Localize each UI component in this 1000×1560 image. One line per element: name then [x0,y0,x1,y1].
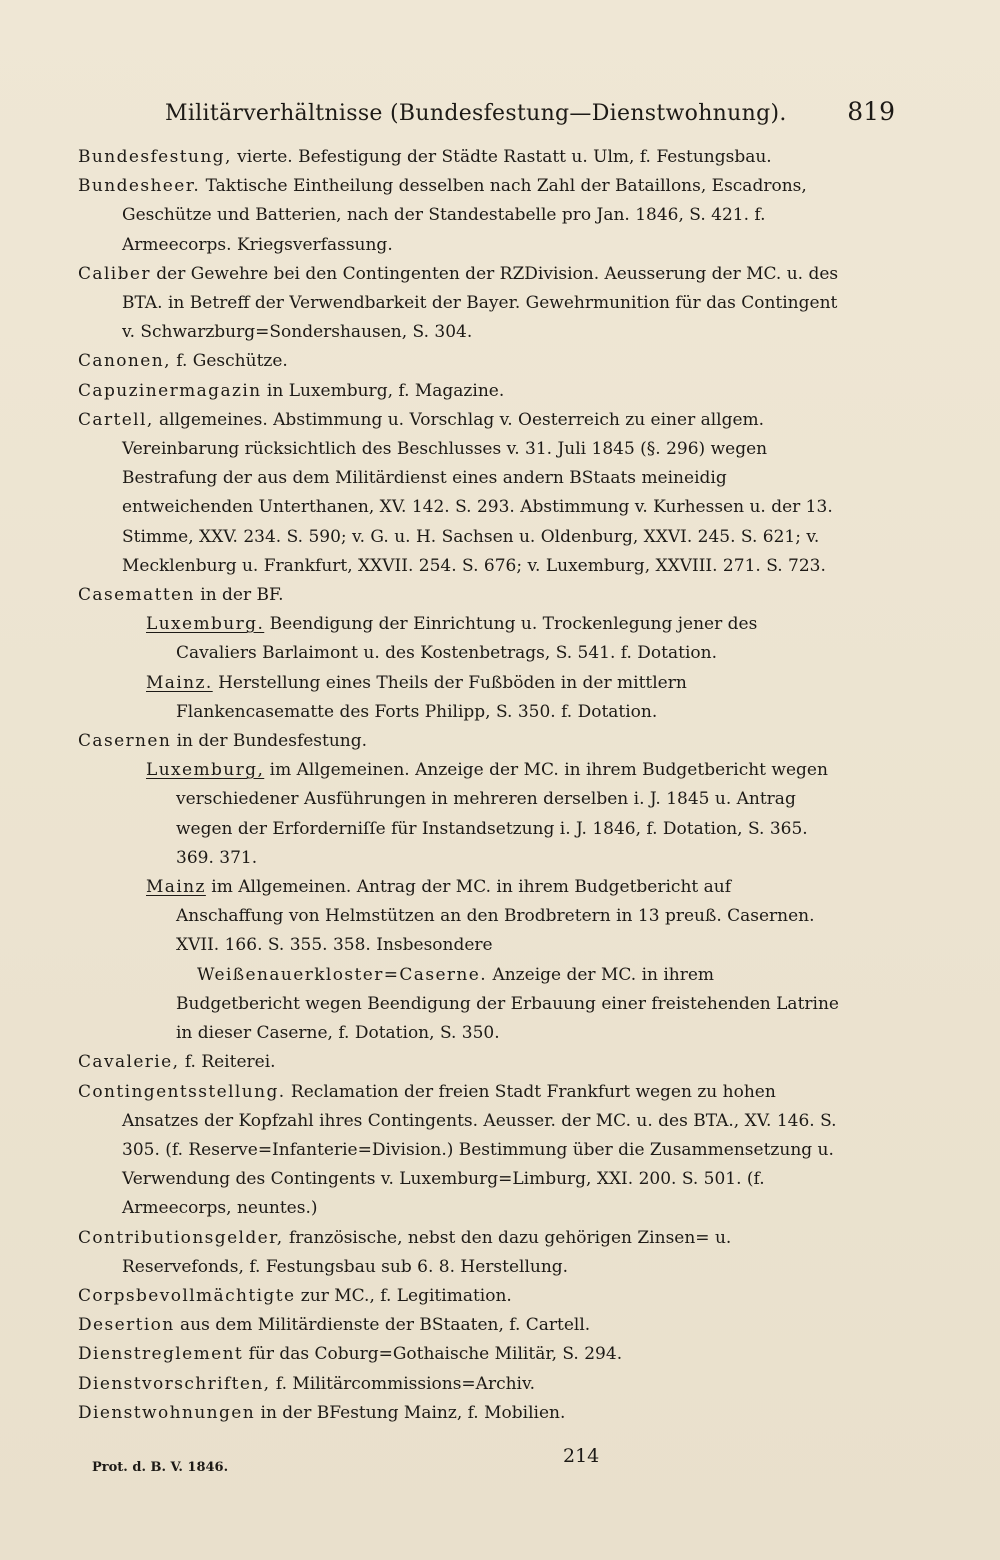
entry-text: französische, nebst den dazu gehörigen Zinsen= u. Reservefonds, f. Festungsbau sub 6. 8. Herstellung. [122,1227,732,1277]
entry-text: im Allgemeinen. Antrag der MC. in ihrem Budgetbericht auf Anschaffung von Helmstützen an den Brodbretern in 13 preuß. Casernen. XVII. 166. S. 355. 358. Insbesondere [176,877,815,956]
signature-mark: Prot. d. B. V. 1846. [92,1460,229,1475]
entry-text: f. Militärcommissions=Archiv. [270,1373,535,1394]
entry-keyword: Casernen [78,731,172,752]
index-subentry [78,873,840,961]
entry-keyword: Desertion [78,1315,175,1336]
index-entry [78,1078,840,1224]
index-entry [78,347,840,376]
entry-text: Reclamation der freien Stadt Frankfurt wegen zu hohen Ansatzes der Kopfzahl ihres Contingents. Aeusser. der MC. u. des BTA., XV. 146. S. 305. (f. Reserve=Infanterie=Division.) Bestimmung über die Zusammensetzung u. Verwendung des Contingents v. Luxemburg=Limburg, XXI. 200. S. 501. (f. Armeecorps, neuntes.) [122,1081,837,1219]
entry-keyword: Weißenauerkloster=Caserne. [197,964,488,985]
entry-text: in der BF. [194,585,284,606]
entry-keyword: Canonen, [78,351,171,372]
index-entry [78,172,840,260]
index-subentry [78,669,840,727]
entry-text: Herstellung eines Theils der Fußböden in der mittlern Flankencasematte des Forts Philipp, S. 350. f. Dotation. [176,672,687,722]
entry-keyword: Luxemburg, [146,760,265,781]
entry-keyword: Mainz [146,877,206,898]
entry-keyword: Dienstwohnungen [78,1402,256,1423]
index-subentry [78,610,840,668]
entry-keyword: Bundesheer. [78,176,201,197]
index-entry [78,406,840,581]
entry-keyword: Cartell, [78,409,154,430]
entry-keyword: Caliber [78,263,151,284]
entry-keyword: Mainz. [146,672,213,693]
entry-text: in Luxemburg, f. Magazine. [261,380,505,401]
entry-text: allgemeines. Abstimmung u. Vorschlag v. Oesterreich zu einer allgem. Vereinbarung rücksichtlich des Beschlusses v. 31. Juli 1845 (§. 296) wegen Bestrafung der aus dem Militärdienst eines andern BStaats meineidig entweichenden Unterthanen, XV. 142. S. 293. Abstimmung v. Kurhessen u. der 13. Stimme, XXV. 234. S. 590; v. G. u. H. Sachsen u. Oldenburg, XXVI. 245. S. 621; v. Mecklenburg u. Frankfurt, XXVII. 254. S. 676; v. Luxemburg, XXVIII. 271. S. 723. [122,409,833,576]
entry-text: zur MC., f. Legitimation. [295,1285,512,1306]
index-entry [78,1048,840,1077]
index-entry [78,1340,840,1369]
index-entry [78,1370,840,1399]
index-body [78,143,840,1428]
entry-keyword: Contingentsstellung. [78,1081,286,1102]
index-entry [78,1311,840,1340]
entry-text: in der BFestung Mainz, f. Mobilien. [255,1402,566,1423]
entry-text: im Allgemeinen. Anzeige der MC. in ihrem Budgetbericht wegen verschiedener Ausführungen in mehreren derselben i. J. 1845 u. Antrag wegen der Erforderniſſe für Instandsetzung i. J. 1846, f. Dotation, S. 365. 369. 371. [176,760,828,868]
index-entry [78,260,840,348]
entry-keyword: Dienstreglement [78,1344,244,1365]
index-subsubentry [78,961,840,1049]
page-header [165,95,895,135]
index-entry [78,581,840,610]
index-entry [78,1224,840,1282]
entry-text: aus dem Militärdienste der BStaaten, f. Cartell. [174,1315,591,1336]
entry-text: f. Reiterei. [179,1052,276,1073]
entry-text: f. Geschütze. [170,351,288,372]
running-title: Militärverhältnisse (Bundesfestung—Dienstwohnung). [165,101,787,126]
entry-keyword: Cavalerie, [78,1052,180,1073]
index-entry [78,727,840,756]
index-entry [78,1282,840,1311]
page-number: 819 [847,97,895,126]
index-subentry [78,756,840,873]
entry-keyword: Casematten [78,585,195,606]
index-entry [78,377,840,406]
entry-keyword: Contributionsgelder, [78,1227,284,1248]
entry-keyword: Bundesfestung, [78,147,232,167]
entry-keyword: Luxemburg. [146,614,265,635]
entry-text: vierte. Befestigung der Städte Rastatt u. Ulm, f. Festungsbau. [231,147,772,167]
page-footer [78,1443,840,1483]
entry-text: der Gewehre bei den Contingenten der RZDivision. Aeusserung der MC. u. des BTA. in Betreff der Verwendbarkeit der Bayer. Gewehrmunition für das Contingent v. Schwarzburg=Sondershausen, S. 304. [122,263,839,343]
entry-text: Anzeige der MC. in ihrem Budgetbericht wegen Beendigung der Erbauung einer freistehenden Latrine in dieser Caserne, f. Dotation, S. 350. [176,964,839,1044]
entry-text: Beendigung der Einrichtung u. Trockenlegung jener des Cavaliers Barlaimont u. des Kostenbetrags, S. 541. f. Dotation. [176,614,758,664]
entry-text: für das Coburg=Gothaische Militär, S. 294. [243,1344,623,1365]
entry-keyword: Corpsbevollmächtigte [78,1285,296,1306]
signature-number: 214 [563,1445,600,1467]
entry-text: in der Bundesfestung. [171,731,368,752]
entry-text: Taktische Eintheilung desselben nach Zahl der Bataillons, Escadrons, Geschütze und Batterien, nach der Standestabelle pro Jan. 1846, S. 421. f. Armeecorps. Kriegsverfassung. [122,176,807,255]
index-entry [78,143,840,172]
entry-keyword: Capuzinermagazin [78,380,262,401]
entry-keyword: Dienstvorschriften, [78,1373,271,1394]
index-entry [78,1399,840,1428]
